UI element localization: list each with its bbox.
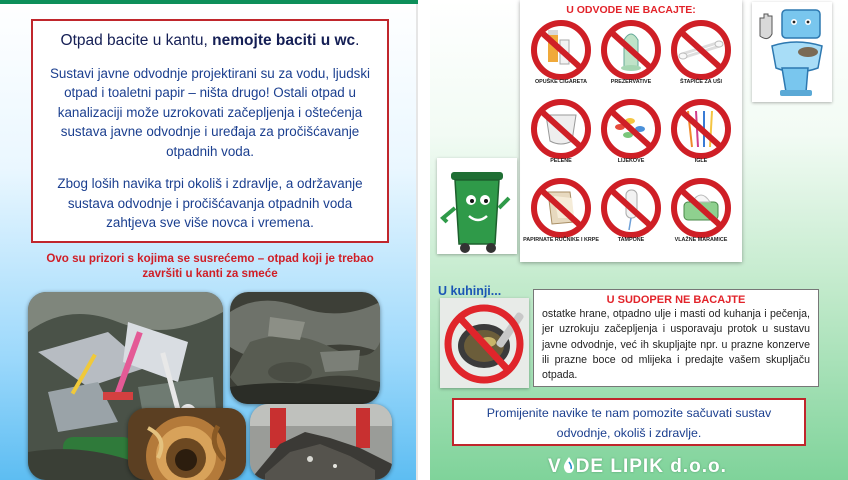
- poster-label-2: PREZERVATIVE: [610, 79, 652, 85]
- intro-paragraph-2: Zbog loših navika trpi okoliš i zdravlje, a održavanje sustava odvodnje i pročišćavanja otpadnih voda zahtjeva sve više novca i vremena.: [57, 176, 363, 230]
- intro-title-plain: Otpad bacite u kantu,: [60, 32, 213, 49]
- poster-item-3: [666, 20, 736, 85]
- poster-label-8: TAMPONE: [617, 237, 645, 243]
- poster-item-4: [526, 99, 596, 164]
- no-grease-in-sink-icon: [440, 298, 529, 388]
- poster-item-7: [523, 178, 599, 243]
- happy-bin-icon: [437, 158, 517, 254]
- toilet-illustration: [752, 2, 832, 102]
- rusty-pipe-photo: [128, 408, 246, 480]
- tampon-icon: [596, 178, 666, 238]
- poster-label-6: IGLE: [694, 158, 708, 164]
- poster-item-8: [596, 178, 666, 243]
- do-not-flush-poster: [520, 0, 742, 262]
- poster-item-9: [666, 178, 736, 243]
- poster-label-4: PELENE: [550, 158, 572, 164]
- poster-label-9: VLAŽNE MARAMICE: [674, 237, 728, 243]
- diaper-icon: [526, 99, 596, 159]
- poster-label-3: ŠTAPIĆE ZA UŠI: [680, 79, 722, 85]
- sink-info-box: [533, 289, 819, 387]
- poster-item-1: [526, 20, 596, 85]
- intro-title: [45, 31, 375, 51]
- water-drop-icon: [562, 456, 576, 474]
- company-rest: DE LIPIK d.o.o.: [575, 456, 727, 477]
- wet-wipes-icon: [666, 178, 736, 238]
- closing-message-box: [452, 398, 806, 446]
- poster-item-5: [596, 99, 666, 164]
- poster-item-6: [666, 99, 736, 164]
- green-bin-illustration: [437, 158, 517, 254]
- wet-wipes-mass-photo: [230, 292, 380, 404]
- paper-towels-icon: [526, 178, 596, 238]
- intro-title-bold: nemojte baciti u wc: [212, 32, 356, 49]
- top-accent-strip: [0, 0, 418, 4]
- cigarette-butts-icon: [526, 20, 596, 80]
- stop-toilet-icon: [752, 2, 832, 102]
- sink-prohibition-image: [440, 298, 529, 388]
- scenes-caption: Ovo su prizori s kojima se susrećemo – otpad koji je trebao završiti u kanti za smeće: [46, 252, 374, 280]
- sink-text: ostatke hrane, otpadno ulje i masti od kuhanja i pečenja, jer uzrokuju začepljenja i usporavaju protok u sustavu javne odvodnje, već ih skupljajte npr. u prazne konzerve ili prazne boce od mlijeka i predajte vašem skupljaču otpada.: [542, 308, 810, 382]
- company-logo-text: [548, 456, 727, 478]
- poster-title: U ODVODE NE BACAJTE:: [566, 4, 696, 16]
- intro-paragraph-1: Sustavi javne odvodnje projektirani su za vodu, ljudski otpad i toaletni papir – ništa drugo! Ostali otpad u kanalizaciji može uzrokovati začepljenja i oštećenja sustava javne odvodnje i uređaja za pročišćavanje otpadnih voda.: [49, 65, 371, 159]
- poster-label-1: OPUŠKE CIGARETA: [534, 79, 587, 85]
- cotton-swabs-icon: [666, 20, 736, 80]
- condom-icon: [596, 20, 666, 80]
- syringe-needles-icon: [666, 99, 736, 159]
- intro-title-end: .: [355, 32, 360, 49]
- waste-pile-photo: [250, 404, 392, 480]
- company-prefix: V: [548, 456, 562, 477]
- poster-label-7: PAPIRNATE RUČNIKE I KRPE: [523, 237, 599, 243]
- medicine-pills-icon: [596, 99, 666, 159]
- poster-label-5: LIJEKOVE: [617, 158, 645, 164]
- poster-item-2: [596, 20, 666, 85]
- sink-title: U SUDOPER NE BACAJTE: [606, 294, 746, 306]
- kitchen-label: U kuhinji...: [438, 284, 502, 298]
- intro-text-box: [31, 19, 389, 243]
- closing-text: Promijenite navike te nam pomozite sačuvati sustav odvodnje, okoliš i zdravlje.: [486, 406, 772, 440]
